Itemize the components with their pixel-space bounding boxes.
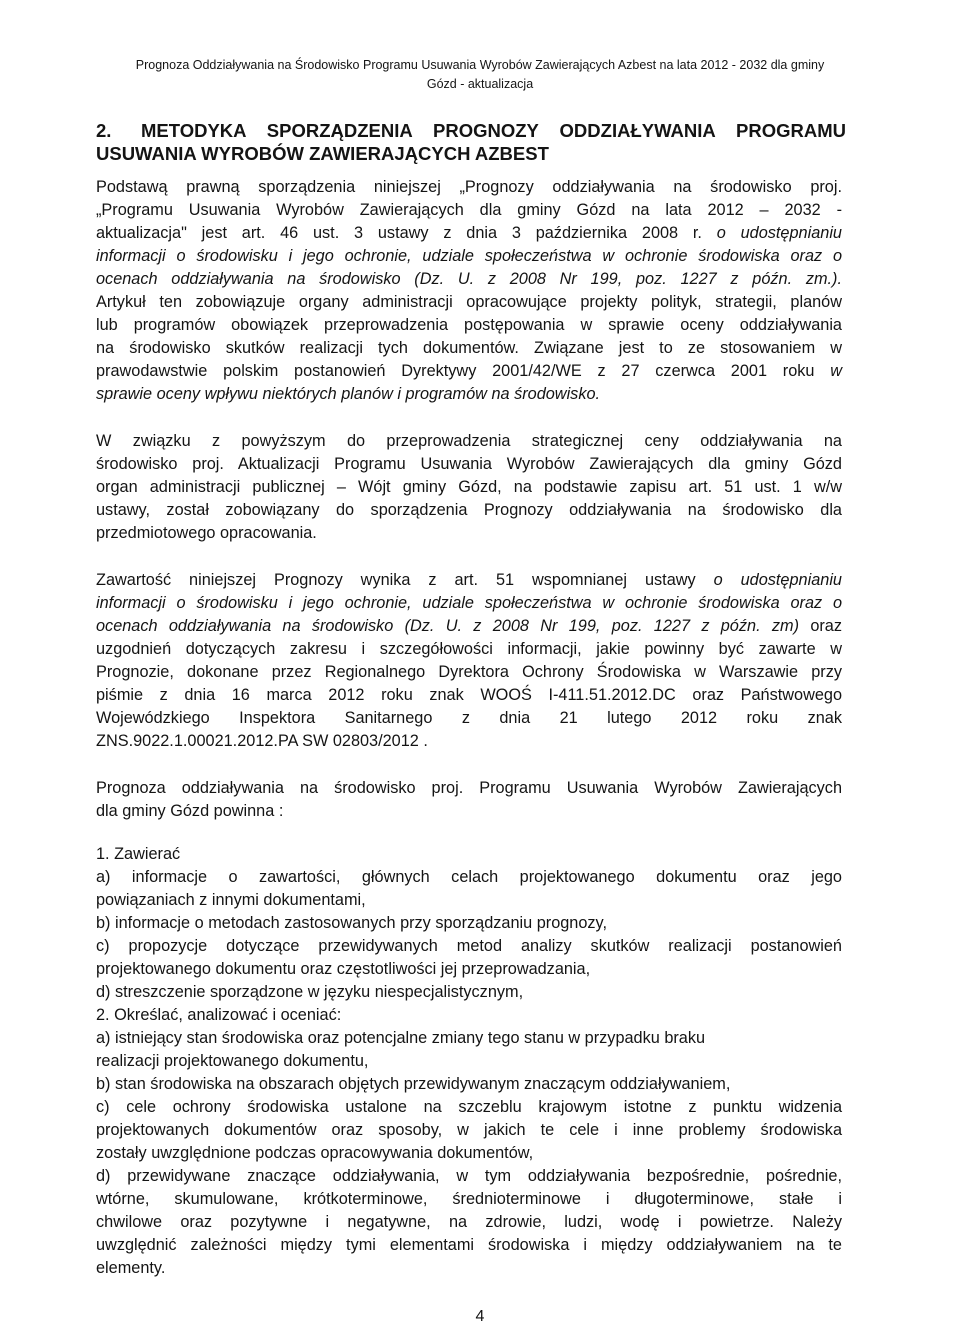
p1-line: ocenach oddziaływania na środowisko (Dz. U. z 2008 Nr 199, poz. 1227 z późn. zm.).	[96, 270, 842, 288]
p2-line: W związku z powyższym do przeprowadzenia strategicznej ceny oddziaływania na	[96, 432, 842, 450]
list-line: a) informacje o zawartości, głównych celach projektowanego dokumentu oraz jego	[96, 868, 842, 886]
header-line-1: Prognoza Oddziaływania na Środowisko Programu Usuwania Wyrobów Zawierających Azbest na lata 2012 - 2032 dla gminy	[135, 58, 825, 72]
list-line: chwilowe oraz pozytywne i negatywne, na zdrowie, ludzi, wodę i powietrze. Należy	[96, 1213, 842, 1231]
header-line-2: Gózd - aktualizacja	[426, 77, 534, 91]
list-line: c) propozycje dotyczące przewidywanych metod analizy skutków realizacji postanowień	[96, 937, 842, 955]
list-line: elementy.	[96, 1259, 166, 1277]
p3-line: ocenach oddziaływania na środowisko (Dz. U. z 2008 Nr 199, poz. 1227 z późn. zm) oraz	[96, 617, 842, 635]
list-line: 1. Zawierać	[96, 845, 181, 863]
p3-line: uzgodnień dotyczących zakresu i szczegółowości informacji, jakie powinny być zawarte w	[96, 640, 842, 658]
list-line: projektowanego dokumentu oraz częstotliwości jej przeprowadzania,	[96, 960, 591, 978]
p3-line: informacji o środowisku i jego ochronie, udziale społeczeństwa w ochronie środowiska oraz o	[96, 594, 842, 612]
paragraph-requirements-intro	[96, 777, 842, 823]
p3-line: piśmie z dnia 16 marca 2012 roku znak WOOŚ I-411.51.2012.DC oraz Państwowego	[96, 686, 842, 704]
list-line: powiązaniach z innymi dokumentami,	[96, 891, 366, 909]
list-line: wtórne, skumulowane, krótkoterminowe, średnioterminowe i długoterminowe, stałe i	[96, 1190, 842, 1208]
body-text	[96, 176, 842, 1280]
section-number: 2.	[96, 120, 112, 141]
p3-line: Zawartość niniejszej Prognozy wynika z art. 51 wspomnianej ustawy o udostępnianiu	[96, 571, 842, 589]
list-line: d) streszczenie sporządzone w języku niespecjalistycznym,	[96, 983, 524, 1001]
p2-line: przedmiotowego opracowania.	[96, 524, 317, 542]
section-title-line-1: METODYKA SPORZĄDZENIA PROGNOZY ODDZIAŁYWANIA PROGRAMU	[141, 120, 846, 141]
p1-line: informacji o środowisku i jego ochronie, udziale społeczeństwa w ochronie środowiska oraz o	[96, 247, 842, 265]
paragraph-legal-basis	[96, 176, 842, 406]
list-line: zostały uwzględnione podczas opracowywania dokumentów,	[96, 1144, 534, 1162]
p1-line: na środowisko skutków realizacji tych dokumentów. Związane jest to ze stosowaniem w	[96, 339, 842, 357]
p2-line: ustawy, został zobowiązany do sporządzenia Prognozy oddziaływania na środowisko dla	[96, 501, 842, 519]
p1-line: Artykuł ten zobowiązuje organy administracji opracowujące projekty polityk, strategii, planów	[96, 293, 842, 311]
section-heading	[96, 119, 846, 165]
p1-line: „Programu Usuwania Wyrobów Zawierających dla gminy Gózd na lata 2012 – 2032 -	[96, 201, 842, 219]
running-header	[0, 56, 960, 94]
list-line: d) przewidywane znaczące oddziaływania, w tym oddziaływania bezpośrednie, pośrednie,	[96, 1167, 842, 1185]
list-line: b) informacje o metodach zastosowanych przy sporządzaniu prognozy,	[96, 914, 608, 932]
paragraph-contents	[96, 569, 842, 753]
p4-line: dla gminy Gózd powinna :	[96, 802, 284, 820]
p3-line: ZNS.9022.1.00021.2012.PA SW 02803/2012 .	[96, 732, 428, 750]
p1-line: aktualizacja" jest art. 46 ust. 3 ustawy z dnia 3 października 2008 r. o udostępnianiu	[96, 224, 842, 242]
list-line: realizacji projektowanego dokumentu,	[96, 1052, 369, 1070]
p1-line: prawodawstwie polskim postanowień Dyrektywy 2001/42/WE z 27 czerwca 2001 roku w	[96, 362, 842, 380]
page-number: 4	[475, 1308, 485, 1325]
p2-line: organ administracji publicznej – Wójt gminy Gózd, na podstawie zapisu art. 51 ust. 1 w/w	[96, 478, 842, 496]
list-line: projektowanych dokumentów oraz sposoby, w jakich te cele i inne problemy środowiska	[96, 1121, 842, 1139]
p1-line: sprawie oceny wpływu niektórych planów i programów na środowisko.	[96, 385, 601, 403]
p4-line: Prognoza oddziaływania na środowisko proj. Programu Usuwania Wyrobów Zawierających	[96, 779, 842, 797]
p1-line: lub programów obowiązek przeprowadzenia postępowania w sprawie oceny oddziaływania	[96, 316, 842, 334]
list-line: uwzględnić zależności między tymi elementami środowiska i między oddziaływaniem na te	[96, 1236, 842, 1254]
list-line: 2. Określać, analizować i oceniać:	[96, 1006, 342, 1024]
list-line: c) cele ochrony środowiska ustalone na szczeblu krajowym istotne z punktu widzenia	[96, 1098, 842, 1116]
p1-line: Podstawą prawną sporządzenia niniejszej „Prognozy oddziaływania na środowisko proj.	[96, 178, 842, 196]
requirements-list	[96, 843, 842, 1280]
p3-line: Prognozie, dokonane przez Regionalnego Dyrektora Ochrony Środowiska w Warszawie przy	[96, 663, 842, 681]
list-line: a) istniejący stan środowiska oraz potencjalne zmiany tego stanu w przypadku braku	[96, 1029, 706, 1047]
paragraph-authority	[96, 430, 842, 545]
list-line: b) stan środowiska na obszarach objętych przewidywanym znaczącym oddziaływaniem,	[96, 1075, 731, 1093]
p2-line: środowisko proj. Aktualizacji Programu Usuwania Wyrobów Zawierających dla gminy Gózd	[96, 455, 842, 473]
section-title-line-2: USUWANIA WYROBÓW ZAWIERAJĄCYCH AZBEST	[96, 143, 549, 164]
p3-line: Wojewódzkiego Inspektora Sanitarnego z dnia 21 lutego 2012 roku znak	[96, 709, 842, 727]
